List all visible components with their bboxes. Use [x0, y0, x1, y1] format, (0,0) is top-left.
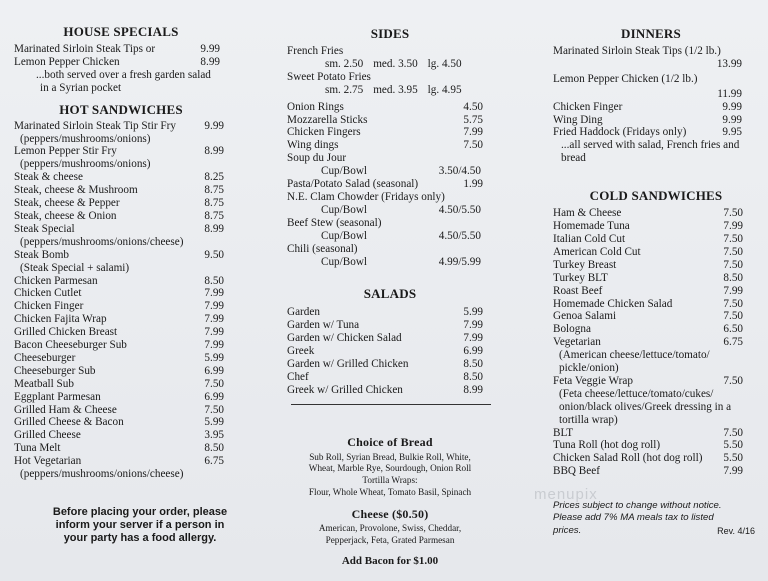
menu-item: Steak, cheese & Mushroom 8.75 [14, 184, 224, 197]
menu-item-description: (peppers/mushrooms/onions/cheese) [20, 468, 184, 481]
menu-item: Chicken Cutlet 7.99 [14, 287, 224, 300]
menu-item: Chicken Fajita Wrap 7.99 [14, 313, 224, 326]
size-prices: sm. 2.75 med. 3.95 lg. 4.95 [325, 83, 462, 96]
menu-item-description: (Steak Special + salami) [20, 261, 130, 274]
menu-item-description: onion/black olives/Greek dressing in a [559, 400, 732, 413]
allergy-notice: Before placing your order, please inform your server if a person in your party has a food allergy. [52, 506, 228, 545]
menu-item: Chicken Finger 9.99 [553, 100, 742, 113]
menu-item: Mozzarella Sticks 5.75 [287, 113, 483, 126]
salads-list [287, 306, 483, 396]
dinners-note: ...all served with salad, French fries and [561, 139, 740, 152]
menu-item: Steak & cheese 8.25 [14, 171, 224, 184]
menu-item: Chicken Fingers 7.99 [287, 126, 483, 139]
menu-item-description: pickle/onion) [559, 362, 619, 375]
menu-item: Grilled Cheese 3.95 [14, 429, 224, 442]
dinners-note: bread [561, 152, 586, 165]
cheese-heading: Cheese ($0.50) [351, 507, 429, 522]
divider [291, 404, 491, 405]
menu-item: Lemon Pepper Chicken 8.99 [14, 55, 220, 68]
menu-item: Homemade Tuna 7.99 [553, 220, 743, 233]
menu-item: Tuna Roll (hot dog roll) 5.50 [553, 439, 743, 452]
hot-sandwiches-list [14, 120, 224, 481]
menu-item: Chili (seasonal) [287, 242, 358, 255]
middle-column [287, 0, 493, 567]
bread-heading: Choice of Bread [347, 434, 433, 449]
menu-item: Pasta/Potato Salad (seasonal) 1.99 [287, 178, 483, 191]
menu-item: Chef 8.50 [287, 370, 483, 383]
cold-sandwiches-list [553, 207, 743, 478]
menu-item: Bologna 6.50 [553, 323, 743, 336]
bread-options: Sub Roll, Syrian Bread, Bulkie Roll, White, Wheat, Marble Rye, Sourdough, Onion Roll Tortilla Wraps: Flour, Whole Wheat, Tomato Basil, Spinach [308, 451, 472, 497]
menu-item: Steak Bomb 9.50 [14, 248, 224, 261]
menu-item: Marinated Sirloin Steak Tip Stir Fry 9.99 [14, 119, 224, 132]
menu-item: Genoa Salami 7.50 [553, 310, 743, 323]
menu-item: Chicken Parmesan 8.50 [14, 274, 224, 287]
menu-item: Feta Veggie Wrap 7.50 [553, 374, 743, 387]
menu-item: Fried Haddock (Fridays only) 9.95 [553, 126, 742, 139]
menu-item: Greek w/ Grilled Chicken 8.99 [287, 383, 483, 396]
menu-item: Tuna Melt 8.50 [14, 442, 224, 455]
watermark: menupix [534, 486, 598, 503]
menu-item: Steak, cheese & Pepper 8.75 [14, 197, 224, 210]
menu-item: Cup/Bowl 3.50/4.50 [321, 165, 481, 178]
menu-item: BLT 7.50 [553, 426, 743, 439]
menu-item: Eggplant Parmesan 6.99 [14, 390, 224, 403]
dinners-heading: DINNERS [621, 26, 681, 41]
menu-item: Roast Beef 7.99 [553, 284, 743, 297]
menu-item-description: (Feta cheese/lettuce/tomato/cukes/ [559, 387, 714, 400]
menu-item: Grilled Chicken Breast 7.99 [14, 326, 224, 339]
menu-item: Chicken Finger 7.99 [14, 300, 224, 313]
menu-item: BBQ Beef 7.99 [553, 465, 743, 478]
menu-item: Lemon Pepper Chicken (1/2 lb.) [553, 72, 698, 85]
menu-item: Beef Stew (seasonal) [287, 216, 382, 229]
menu-item: Turkey Breast 7.50 [553, 258, 743, 271]
menu-item: Garden w/ Grilled Chicken 8.50 [287, 358, 483, 371]
menu-item-description: (peppers/mushrooms/onions/cheese) [20, 235, 184, 248]
menu-item: Hot Vegetarian 6.75 [14, 455, 224, 468]
menu-item: Cup/Bowl 4.50/5.50 [321, 203, 481, 216]
house-specials-note: ...both served over a fresh garden salad [36, 68, 211, 81]
menu-item: Homemade Chicken Salad 7.50 [553, 297, 743, 310]
menu-item-description: (peppers/mushrooms/onions) [20, 158, 151, 171]
menu-item-description: tortilla wrap) [559, 413, 618, 426]
menu-item: Garden w/ Tuna 7.99 [287, 319, 483, 332]
menu-item: American Cold Cut 7.50 [553, 245, 743, 258]
menu-item: Meatball Sub 7.50 [14, 377, 224, 390]
menu-item: Marinated Sirloin Steak Tips (1/2 lb.) [553, 45, 721, 57]
menu-item: Grilled Cheese & Bacon 5.99 [14, 416, 224, 429]
left-column [14, 0, 228, 481]
menu-item: Italian Cold Cut 7.50 [553, 232, 743, 245]
menu-item: N.E. Clam Chowder (Fridays only) [287, 190, 445, 203]
menu-item-description: (peppers/mushrooms/onions) [20, 132, 151, 145]
sides-list [287, 45, 493, 268]
menu-item-description: (American cheese/lettuce/tomato/ [559, 349, 710, 362]
menu-item: Onion Rings 4.50 [287, 100, 483, 113]
salads-heading: SALADS [363, 286, 417, 302]
menu-item: Cheeseburger 5.99 [14, 351, 224, 364]
right-column [553, 0, 749, 478]
menu-item: Lemon Pepper Stir Fry 8.99 [14, 145, 224, 158]
cheese-options: American, Provolone, Swiss, Cheddar, Pepperjack, Feta, Grated Parmesan [318, 523, 462, 545]
menu-item: Cheeseburger Sub 6.99 [14, 364, 224, 377]
size-prices: sm. 2.50 med. 3.50 lg. 4.50 [325, 57, 462, 70]
menu-item: Marinated Sirloin Steak Tips or 9.99 [14, 43, 220, 55]
menu-item: Bacon Cheeseburger Sub 7.99 [14, 339, 224, 352]
house-specials-note: in a Syrian pocket [40, 81, 122, 94]
menu-item: Cup/Bowl 4.50/5.50 [321, 229, 481, 242]
sides-heading: SIDES [370, 26, 410, 41]
menu-item: Cup/Bowl 4.99/5.99 [321, 255, 481, 268]
menu-item: French Fries [287, 45, 344, 57]
menu-item: Wing Ding 9.99 [553, 113, 742, 126]
revision-date: Rev. 4/16 [717, 526, 755, 536]
menu-item: Turkey BLT 8.50 [553, 271, 743, 284]
menu-item: Vegetarian 6.75 [553, 336, 743, 349]
menu-item: Chicken Salad Roll (hot dog roll) 5.50 [553, 452, 743, 465]
add-bacon-note: Add Bacon for $1.00 [341, 555, 439, 568]
price-notice: Prices subject to change without notice. Please add 7% MA meals tax to listed prices. Rev. 4/16 [553, 500, 755, 536]
menu-item: Greek 6.99 [287, 345, 483, 358]
cold-sandwiches-heading: COLD SANDWICHES [589, 188, 723, 204]
menu-item: Soup du Jour [287, 152, 347, 165]
house-specials-list [14, 43, 220, 95]
menu-item: Sweet Potato Fries [287, 70, 371, 83]
menu-item: Grilled Ham & Cheese 7.50 [14, 403, 224, 416]
menu-item: Wing dings 7.50 [287, 139, 483, 152]
menu-item: Garden w/ Chicken Salad 7.99 [287, 332, 483, 345]
menu-item: Steak, cheese & Onion 8.75 [14, 209, 224, 222]
dinners-list: Marinated Sirloin Steak Tips (1/2 lb.) 13.99 Lemon Pepper Chicken (1/2 lb.) 11.99 Chicken Finger 9.99 Wing Ding 9.99 Fried Haddock (Fridays only) 9.95 ...all served with salad, French fries and bread [553, 45, 749, 165]
hot-sandwiches-heading: HOT SANDWICHES [59, 101, 183, 117]
menu-item: Garden 5.99 [287, 306, 483, 319]
menu-item: Steak Special 8.99 [14, 222, 224, 235]
house-specials-heading: HOUSE SPECIALS [63, 24, 179, 39]
menu-item: Ham & Cheese 7.50 [553, 207, 743, 220]
